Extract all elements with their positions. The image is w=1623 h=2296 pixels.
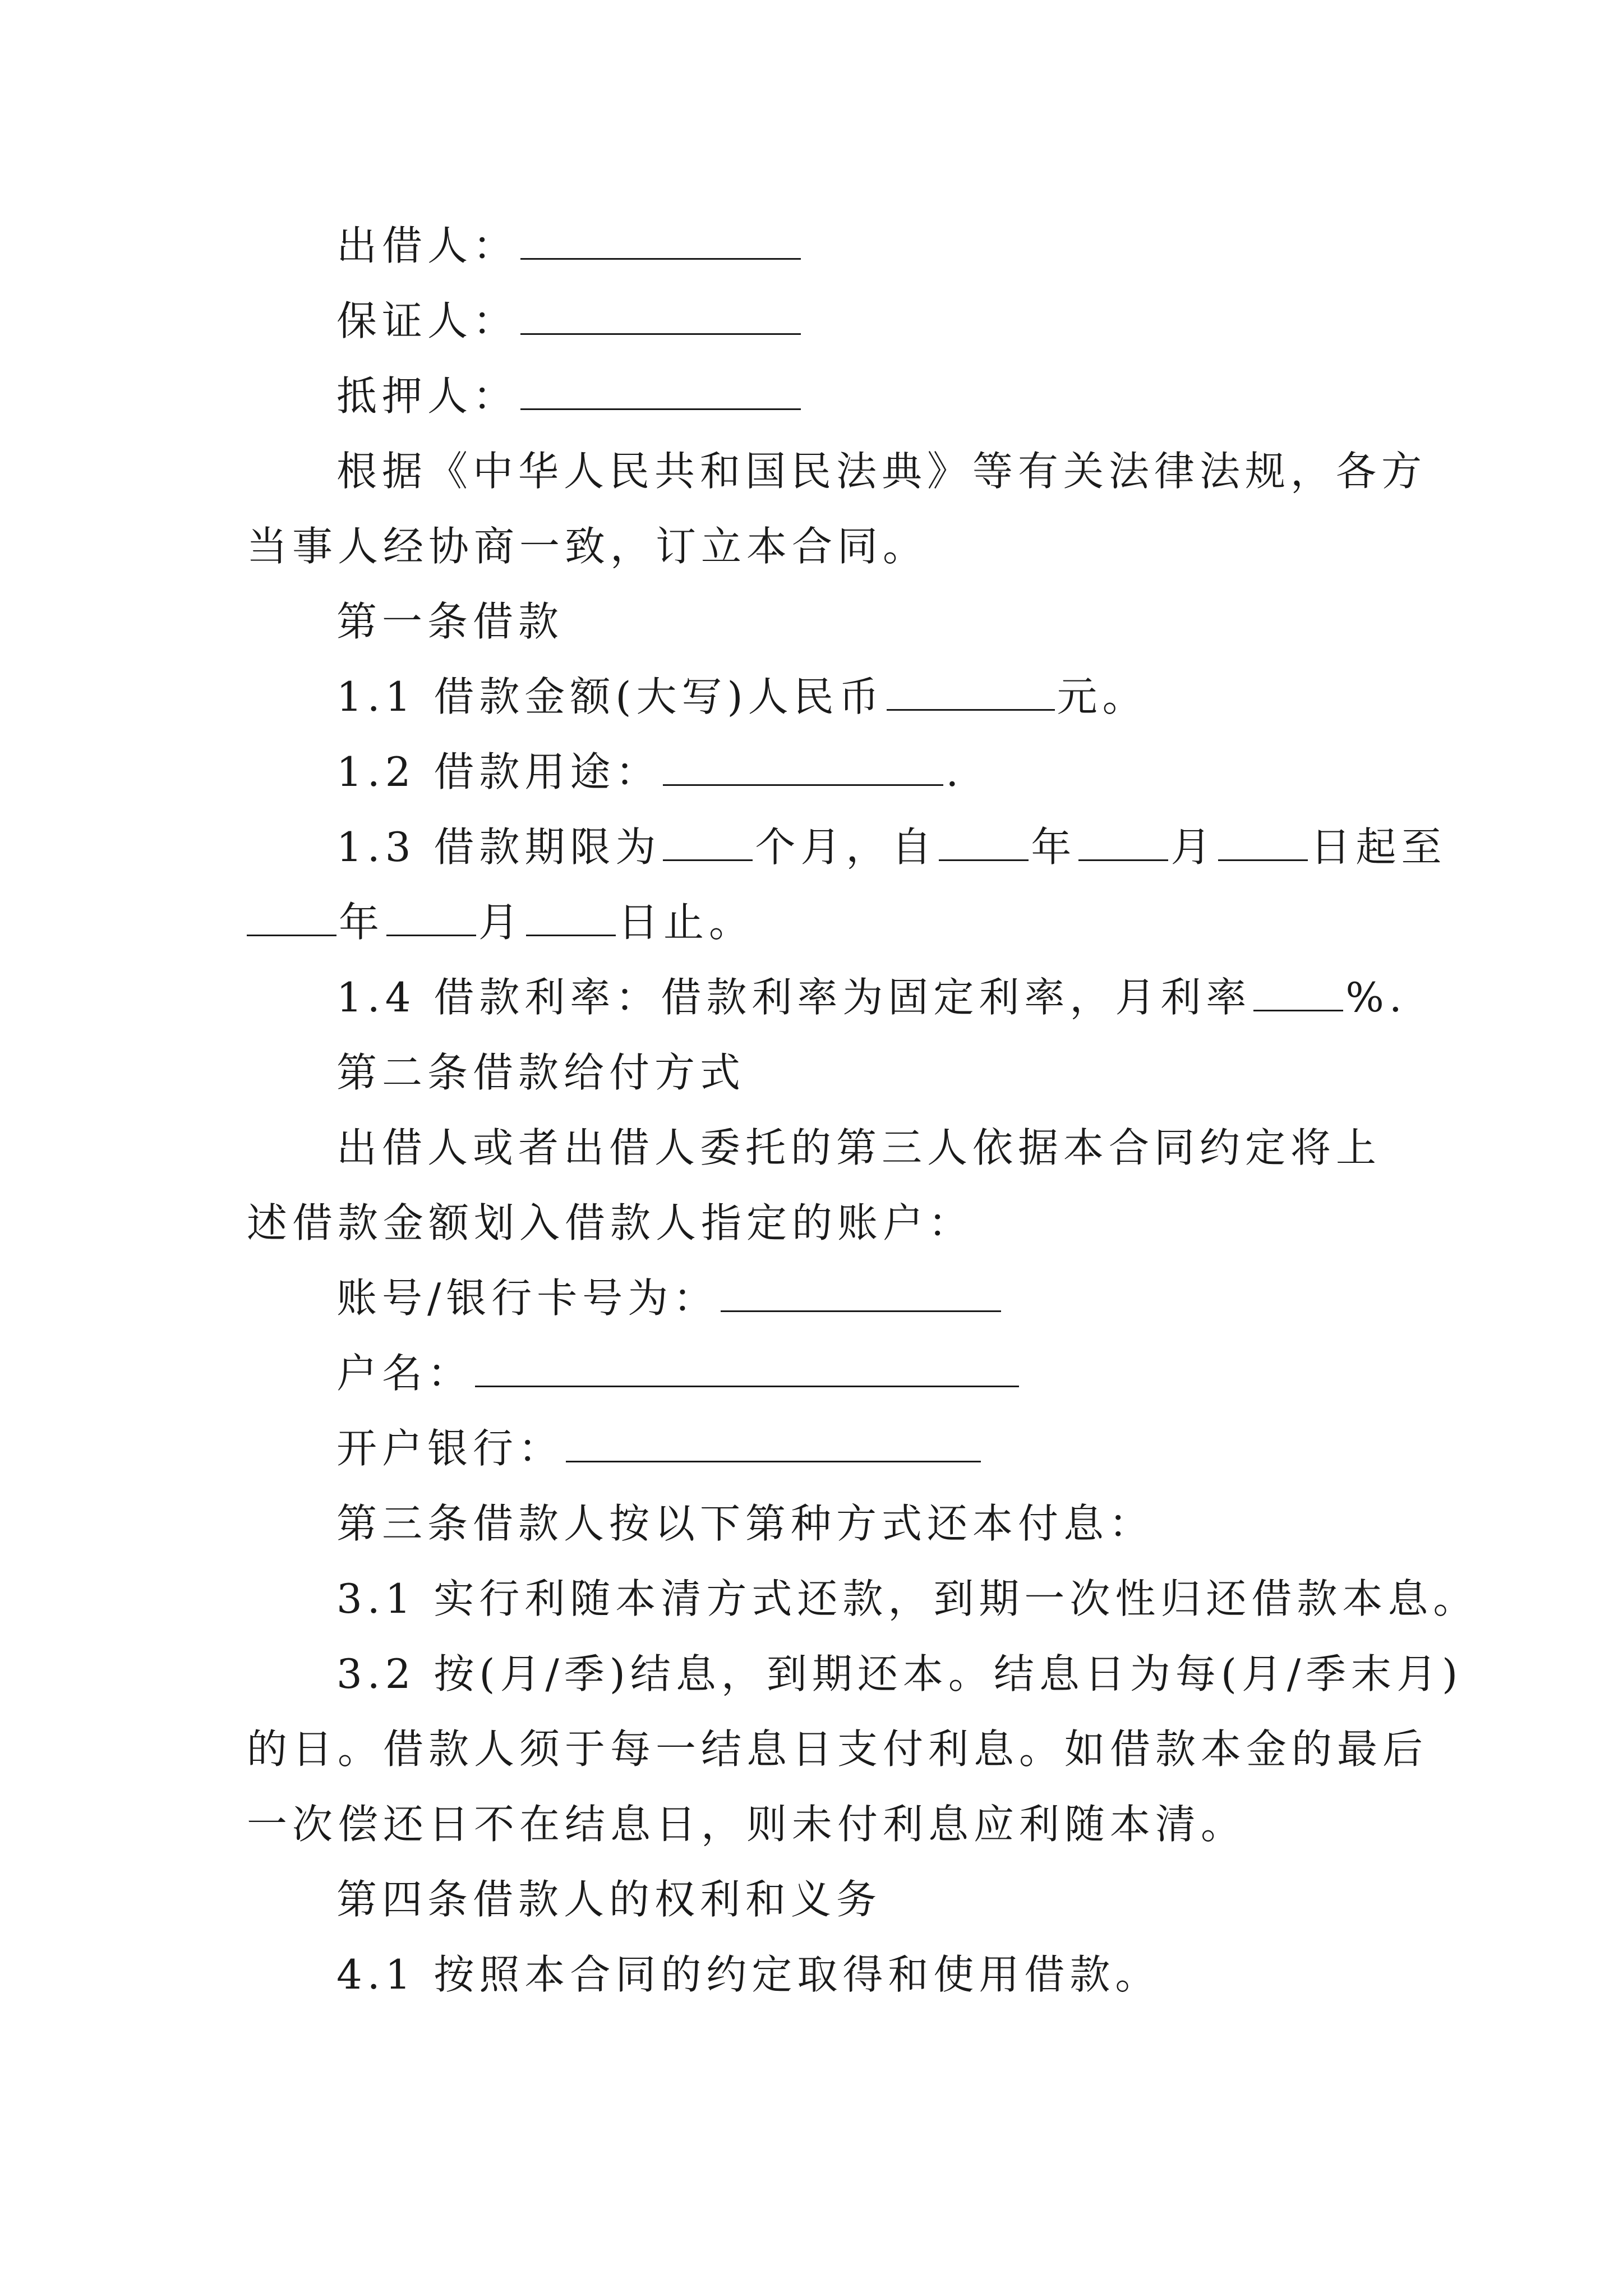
end-year-blank[interactable] bbox=[247, 901, 336, 936]
clause-1-4 bbox=[336, 969, 1407, 1025]
clause-4-1: 4.1 按照本合同的约定取得和使用借款。 bbox=[336, 1951, 1161, 1998]
clause-1-4-percent: %. bbox=[1345, 974, 1407, 1021]
article-3-title: 第三条借款人按以下第种方式还本付息： bbox=[336, 1500, 1155, 1547]
article-4-title: 第四条借款人的权利和义务 bbox=[336, 1876, 882, 1923]
clause-3-2-line-1: 3.2 按(月/季)结息，到期还本。结息日为每(月/季末月) bbox=[336, 1650, 1463, 1697]
account-name-label: 户名： bbox=[336, 1350, 473, 1397]
clause-1-3-from: 个月，自 bbox=[755, 823, 937, 871]
article-1-title: 第一条借款 bbox=[336, 598, 564, 645]
clause-1-3 bbox=[336, 819, 1446, 875]
mortgagor-line bbox=[336, 368, 803, 424]
guarantor-blank[interactable] bbox=[520, 300, 801, 335]
account-label: 账号/银行卡号为： bbox=[336, 1274, 719, 1322]
clause-1-3-day: 日起至 bbox=[1310, 823, 1447, 871]
clause-1-3-end-day: 日止。 bbox=[618, 899, 755, 946]
clause-1-3-end-month: 月 bbox=[478, 899, 524, 946]
clause-3-1: 3.1 实行利随本清方式还款，到期一次性归还借款本息。 bbox=[336, 1575, 1479, 1622]
end-month-blank[interactable] bbox=[386, 901, 476, 936]
clause-1-1 bbox=[336, 669, 1148, 725]
mortgagor-blank[interactable] bbox=[520, 375, 801, 410]
article-2-paragraph-2: 述借款金额划入借款人指定的账户： bbox=[247, 1199, 974, 1246]
clause-1-3-end-year: 年 bbox=[339, 899, 385, 946]
clause-1-2-text: 1.2 借款用途： bbox=[336, 748, 661, 795]
clause-1-3-year: 年 bbox=[1031, 823, 1077, 871]
guarantor-line bbox=[336, 293, 803, 349]
term-months-blank[interactable] bbox=[663, 826, 753, 861]
start-year-blank[interactable] bbox=[939, 826, 1029, 861]
clause-1-3-line-2 bbox=[247, 894, 754, 950]
start-day-blank[interactable] bbox=[1218, 826, 1308, 861]
clause-1-2 bbox=[336, 744, 963, 800]
bank-label: 开户银行： bbox=[336, 1425, 564, 1472]
bank-name-blank[interactable] bbox=[566, 1427, 981, 1462]
clause-1-2-end: . bbox=[946, 748, 964, 795]
article-2-title: 第二条借款给付方式 bbox=[336, 1049, 746, 1096]
bank-line bbox=[336, 1420, 983, 1476]
preamble-line-1: 根据《中华人民共和国民法典》等有关法律法规，各方 bbox=[336, 448, 1427, 495]
clause-3-2-line-2: 的日。借款人须于每一结息日支付利息。如借款本金的最后 bbox=[247, 1726, 1428, 1773]
lender-blank[interactable] bbox=[520, 224, 801, 260]
article-2-paragraph-1: 出借人或者出借人委托的第三人依据本合同约定将上 bbox=[336, 1124, 1382, 1171]
account-name-line bbox=[336, 1345, 1021, 1401]
account-line bbox=[336, 1270, 1003, 1326]
clause-1-3-text: 1.3 借款期限为 bbox=[336, 823, 661, 871]
account-number-blank[interactable] bbox=[721, 1277, 1001, 1312]
guarantor-label: 保证人： bbox=[336, 297, 519, 344]
clause-3-2-line-3: 一次偿还日不在结息日，则未付利息应利随本清。 bbox=[247, 1801, 1247, 1848]
clause-1-3-month: 月 bbox=[1170, 823, 1216, 871]
lender-line bbox=[336, 218, 803, 274]
clause-1-1-text: 1.1 借款金额(大写)人民币 bbox=[336, 673, 884, 720]
loan-amount-blank[interactable] bbox=[887, 675, 1055, 711]
mortgagor-label: 抵押人： bbox=[336, 372, 519, 420]
start-month-blank[interactable] bbox=[1078, 826, 1168, 861]
preamble-line-2: 当事人经协商一致，订立本合同。 bbox=[247, 523, 929, 570]
end-day-blank[interactable] bbox=[526, 901, 616, 936]
loan-purpose-blank[interactable] bbox=[663, 751, 943, 786]
interest-rate-blank[interactable] bbox=[1253, 976, 1343, 1011]
clause-1-4-text: 1.4 借款利率：借款利率为固定利率，月利率 bbox=[336, 974, 1252, 1021]
clause-1-1-unit: 元。 bbox=[1057, 673, 1148, 720]
lender-label: 出借人： bbox=[336, 222, 519, 269]
account-name-blank[interactable] bbox=[475, 1352, 1019, 1387]
